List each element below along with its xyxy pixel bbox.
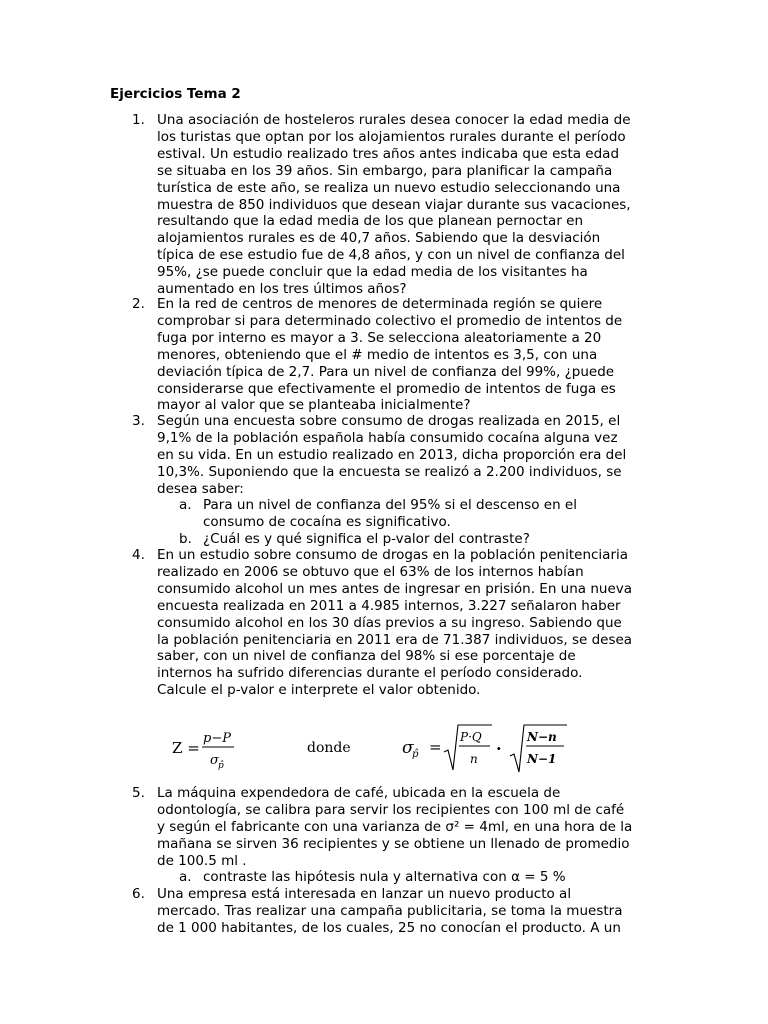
subitem-text-line: ¿Cuál es y qué significa el p-valor del contraste? bbox=[203, 531, 530, 547]
exercise-text-line: odontología, se calibra para servir los recipientes con 100 ml de café bbox=[157, 801, 625, 818]
exercise-text-line: 95%, ¿se puede concluir que la edad media de los visitantes ha bbox=[157, 264, 588, 281]
n-denominator: n bbox=[470, 752, 478, 766]
exercise-text-line: alojamientos rurales es de 40,7 años. Sabiendo que la desviación bbox=[157, 230, 601, 247]
exercise-text-line: considerarse que efectivamente el promedio de intentos de fuga es bbox=[157, 380, 616, 397]
exercise-text-line: mañana se sirven 36 recipientes y se obtiene un llenado de promedio bbox=[157, 835, 630, 852]
exercise-text-line: encuesta realizada en 2011 a 4.985 internos, 3.227 señalaron haber bbox=[157, 597, 621, 614]
exercise-text-line: en su vida. En un estudio realizado en 2013, dicha proporción era del bbox=[157, 446, 627, 463]
z-numerator: p−P bbox=[203, 731, 231, 746]
exercise-text-line: En un estudio sobre consumo de drogas en la población penitenciaria bbox=[157, 547, 629, 563]
exercise-text-line: Calcule el p-valor e interprete el valor obtenido. bbox=[157, 682, 481, 699]
exercise-text-line: comprobar si para determinado colectivo el promedio de intentos de bbox=[157, 312, 623, 329]
document-title: Ejercicios Tema 2 bbox=[110, 86, 241, 102]
subitem-text-line: contraste las hipótesis nula y alternativa con α = 5 % bbox=[203, 869, 566, 885]
exercise-text-line: menores, obteniendo que el # medio de intentos es 3,5, con una bbox=[157, 346, 598, 363]
donde-label: donde bbox=[307, 740, 351, 756]
exercise-text-line: de 1 000 habitantes, de los cuales, 25 no conocían el producto. A un bbox=[157, 919, 621, 936]
exercise-text-line: mercado. Tras realizar una campaña publicitaria, se toma la muestra bbox=[157, 902, 623, 919]
Nn-numerator: N−n bbox=[527, 730, 557, 744]
exercise-text-line: 9,1% de la población española había consumido cocaína alguna vez bbox=[157, 429, 618, 446]
subitem-text-line: Para un nivel de confianza del 95% si el descenso en el bbox=[203, 497, 577, 513]
exercise-text-line: deviación típica de 2,7. Para un nivel de confianza del 99%, ¿puede bbox=[157, 363, 615, 380]
N1-denominator: N−1 bbox=[527, 752, 557, 766]
exercise-text-line: los turistas que optan por los alojamientos rurales durante el período bbox=[157, 128, 626, 145]
multiply-dot: · bbox=[496, 739, 502, 758]
exercise-3 bbox=[132, 413, 662, 498]
exercise-1 bbox=[132, 112, 662, 298]
exercise-text-line: fuga por interno es mayor a 3. Se selecciona aleatoriamente a 20 bbox=[157, 329, 602, 346]
z-denominator: σ bbox=[210, 753, 219, 768]
exercise-3-subitem-a bbox=[179, 497, 673, 531]
exercise-text-line: de 100.5 ml . bbox=[157, 852, 247, 869]
exercise-number: 3. bbox=[132, 413, 145, 429]
exercise-text-line: desea saber: bbox=[157, 480, 244, 497]
z-denominator-sub: p̂ bbox=[218, 761, 224, 771]
exercise-text-line: la población penitenciaria en 2011 era de 71.387 individuos, se desea bbox=[157, 631, 633, 648]
exercise-2 bbox=[132, 296, 662, 414]
exercise-text-line: muestra de 850 individuos que desean viajar durante sus vacaciones, bbox=[157, 196, 631, 213]
z-statistic-formula bbox=[172, 722, 592, 774]
equals-sign: = bbox=[429, 738, 442, 756]
sigma-lhs-sub: p̂ bbox=[412, 749, 419, 760]
exercise-4 bbox=[132, 547, 662, 699]
z-lhs: Z = bbox=[172, 739, 200, 757]
exercise-text-line: y según el fabricante con una varianza de σ² = 4ml, en una hora de la bbox=[157, 818, 633, 835]
exercise-text-line: En la red de centros de menores de determinada región se quiere bbox=[157, 296, 603, 312]
exercise-text-line: turística de este año, se realiza un nuevo estudio seleccionando una bbox=[157, 179, 621, 196]
exercise-6 bbox=[132, 886, 662, 937]
exercise-text-line: Según una encuesta sobre consumo de drogas realizada en 2015, el bbox=[157, 413, 621, 429]
exercise-text-line: Una asociación de hosteleros rurales desea conocer la edad media de bbox=[157, 112, 631, 128]
exercise-text-line: 10,3%. Suponiendo que la encuesta se realizó a 2.200 individuos, se bbox=[157, 463, 622, 480]
exercise-number: 4. bbox=[132, 547, 145, 563]
exercise-number: 1. bbox=[132, 112, 145, 128]
exercise-5-subitem-a bbox=[179, 869, 673, 886]
exercise-text-line: Una empresa está interesada en lanzar un nuevo producto al bbox=[157, 886, 572, 902]
exercise-text-line: consumido alcohol en los 30 días previos a su ingreso. Sabiendo que bbox=[157, 614, 622, 631]
pq-numerator: P·Q bbox=[460, 730, 482, 744]
exercise-5 bbox=[132, 785, 662, 870]
exercise-number: 5. bbox=[132, 785, 145, 801]
subitem-letter: a. bbox=[179, 869, 192, 885]
subitem-letter: b. bbox=[179, 531, 192, 547]
exercise-text-line: La máquina expendedora de café, ubicada en la escuela de bbox=[157, 785, 561, 801]
subitem-text-line: consumo de cocaína es significativo. bbox=[203, 513, 451, 530]
exercise-text-line: resultando que la edad media de los que planean pernoctar en bbox=[157, 213, 584, 230]
exercise-text-line: se situaba en los 39 años. Sin embargo, para planificar la campaña bbox=[157, 162, 613, 179]
exercise-text-line: consumido alcohol un mes antes de ingresar en prisión. En una nueva bbox=[157, 580, 633, 597]
exercise-text-line: internos ha sufrido diferencias durante el período considerado. bbox=[157, 665, 583, 682]
exercise-text-line: mayor al valor que se planteaba inicialmente? bbox=[157, 397, 471, 414]
exercise-text-line: aumentado en los tres últimos años? bbox=[157, 281, 407, 298]
exercise-text-line: estival. Un estudio realizado tres años antes indicaba que esta edad bbox=[157, 145, 620, 162]
exercise-text-line: realizado en 2006 se obtuvo que el 63% de los internos habían bbox=[157, 563, 584, 580]
sigma-lhs: σ bbox=[402, 738, 414, 758]
exercise-3-subitem-b bbox=[179, 531, 673, 548]
exercise-text-line: típica de ese estudio fue de 4,8 años, y con un nivel de confianza del bbox=[157, 247, 625, 264]
subitem-letter: a. bbox=[179, 497, 192, 513]
exercise-number: 2. bbox=[132, 296, 145, 312]
exercise-number: 6. bbox=[132, 886, 145, 902]
exercise-text-line: saber, con un nivel de confianza del 98% si ese porcentaje de bbox=[157, 648, 576, 665]
